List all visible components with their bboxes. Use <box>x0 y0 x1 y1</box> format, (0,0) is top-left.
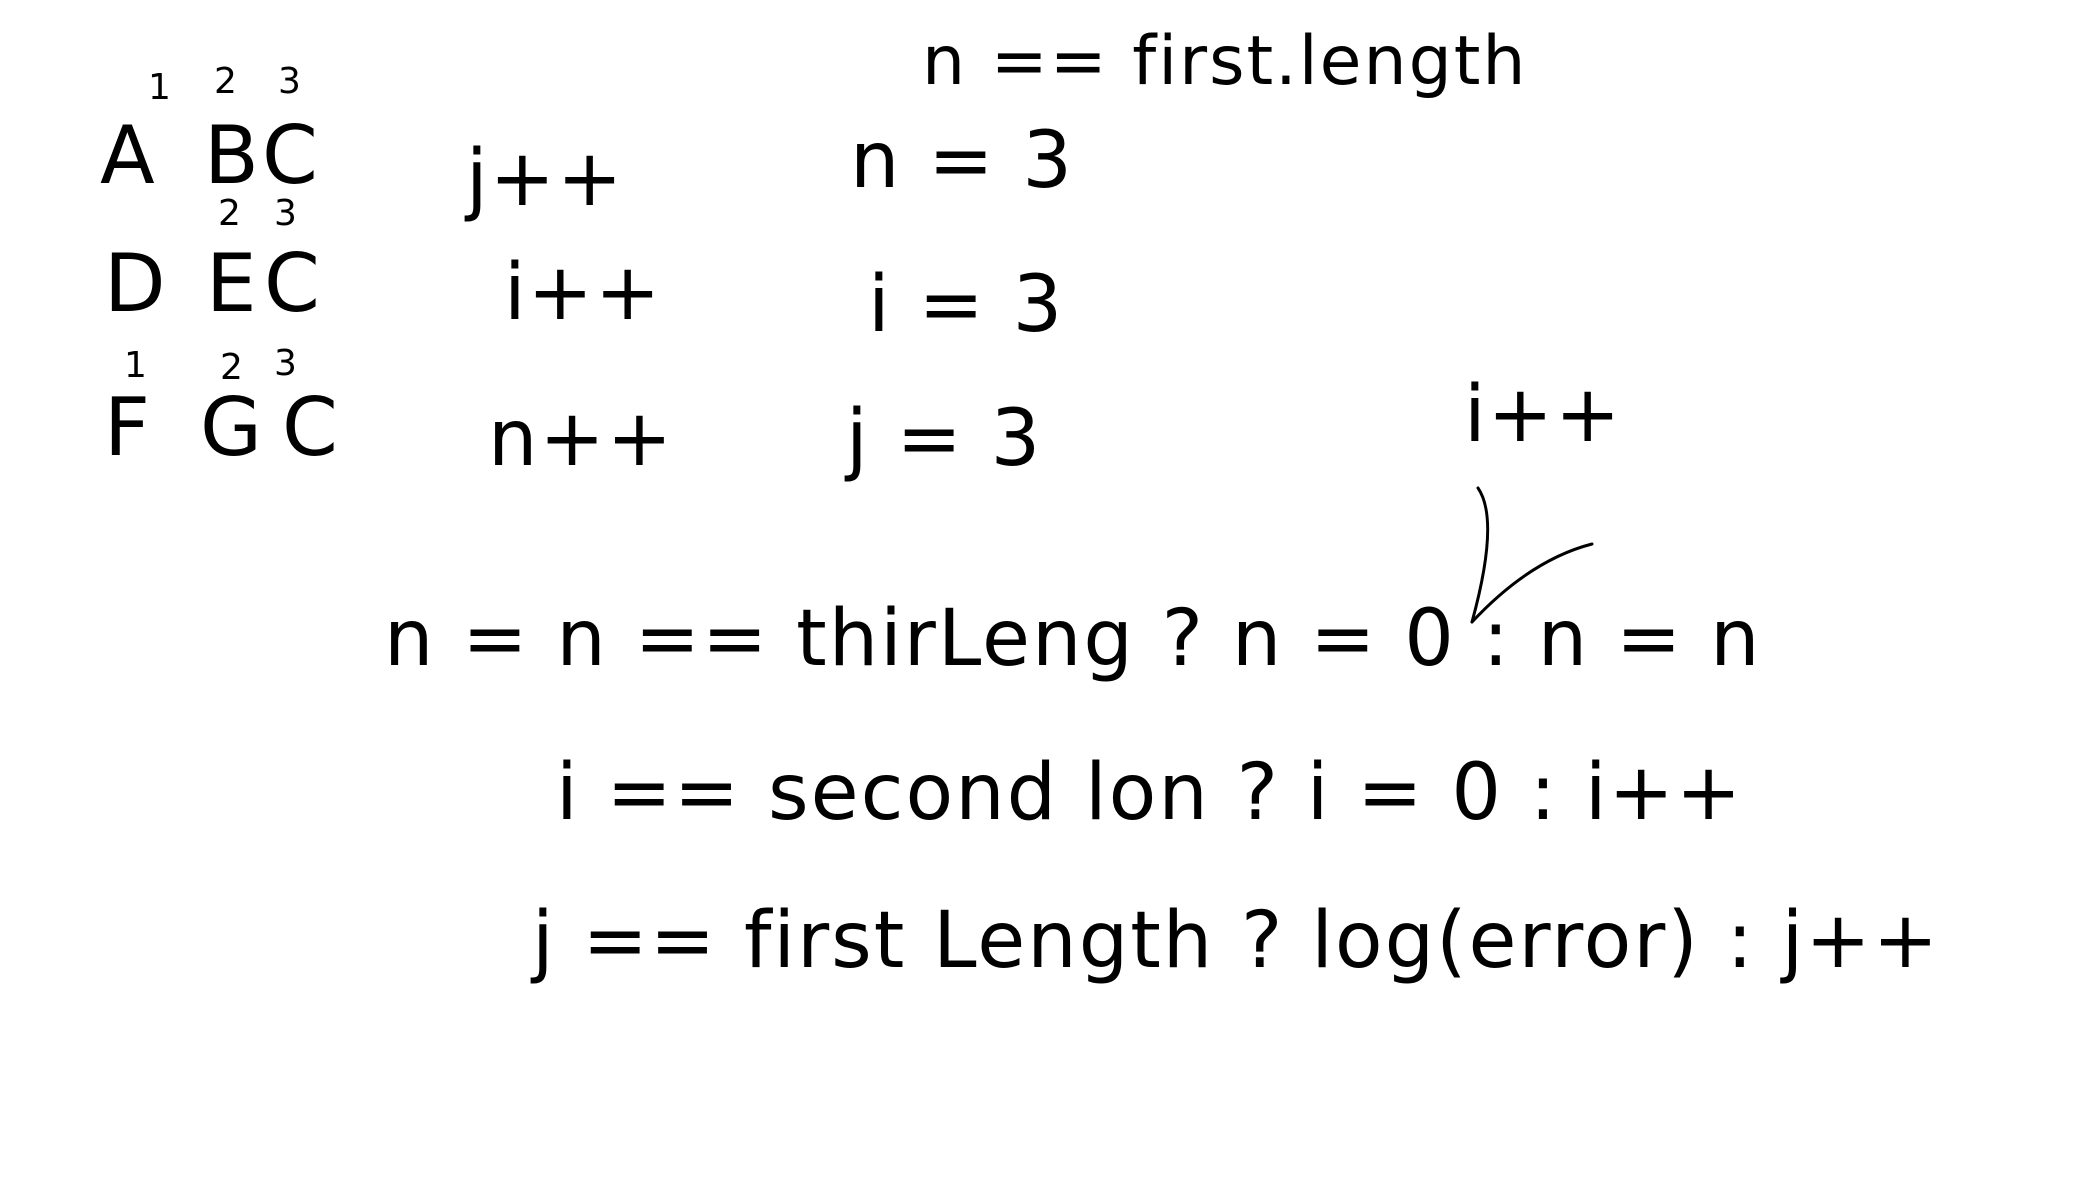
grid-index-r3-c2: 2 <box>220 347 245 388</box>
increment-n: n++ <box>488 394 675 484</box>
grid-index-r1-c1: 1 <box>148 67 173 108</box>
assignment-j: j = 3 <box>846 394 1043 484</box>
grid-index-r3-c1: 1 <box>124 345 149 386</box>
grid-index-r1-c2: 2 <box>214 61 239 102</box>
grid-letter-r3-c1: F <box>104 381 153 474</box>
grid-letter-r3-c2: G <box>200 381 264 474</box>
grid-index-r2-c2: 2 <box>218 193 243 234</box>
ternary-line-n: n = n == thirLeng ? n = 0 : n = n <box>384 594 1762 684</box>
side-increment-i: i++ <box>1464 370 1623 460</box>
grid-letter-r2-c1: D <box>104 237 168 330</box>
top-condition: n == first.length <box>922 22 1528 101</box>
grid-letter-r3-c3: C <box>282 381 340 474</box>
increment-i: i++ <box>504 248 663 338</box>
assignment-n: n = 3 <box>850 116 1075 206</box>
grid-letter-r2-c3: C <box>264 237 322 330</box>
grid-letter-r1-c2: B <box>204 109 261 202</box>
increment-j: j++ <box>466 134 625 224</box>
ternary-line-i: i == second lon ? i = 0 : i++ <box>556 748 1744 838</box>
grid-letter-r2-c2: E <box>206 237 259 330</box>
grid-letter-r1-c3: C <box>262 109 320 202</box>
assignment-i: i = 3 <box>868 260 1065 350</box>
grid-index-r3-c3: 3 <box>274 343 299 384</box>
grid-index-r1-c3: 3 <box>278 61 303 102</box>
grid-index-r2-c3: 3 <box>274 193 299 234</box>
ternary-line-j: j == first Length ? log(error) : j++ <box>532 896 1941 986</box>
grid-letter-r1-c1: A <box>100 109 157 202</box>
